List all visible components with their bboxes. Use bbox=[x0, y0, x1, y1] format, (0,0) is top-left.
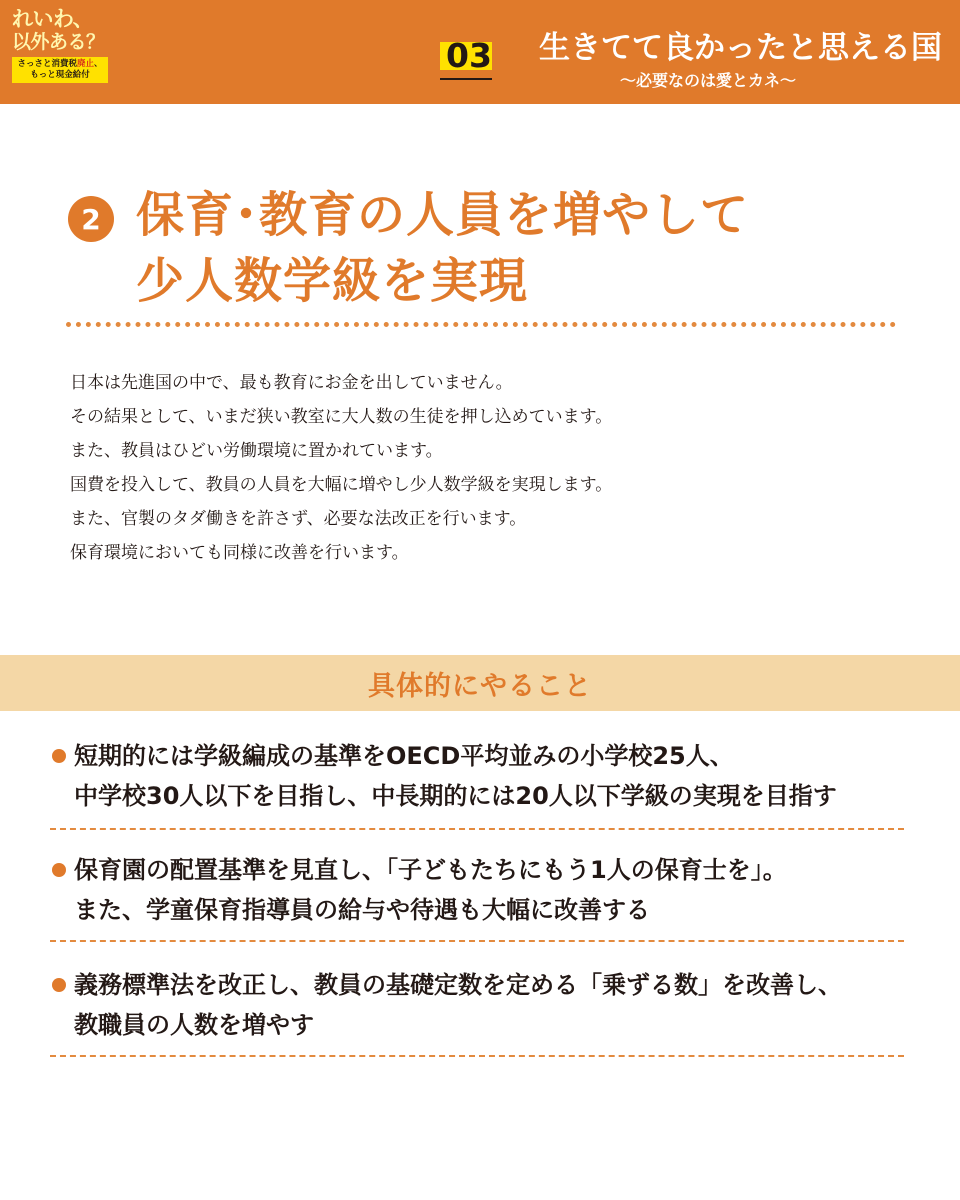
chapter-number: 03 bbox=[446, 36, 492, 75]
list-item-line-2: 教職員の人数を増やす bbox=[74, 1011, 314, 1039]
list-item-text bbox=[74, 736, 837, 816]
campaign-logo bbox=[12, 8, 112, 83]
list-item-line-1: 保育園の配置基準を見直し、「子どもたちにもう1人の保育士を」。 bbox=[74, 856, 787, 884]
action-items-band bbox=[0, 655, 960, 711]
intro-line: また、官製のタダ働きを許さず、必要な法改正を行います。 bbox=[70, 509, 527, 529]
list-item-text bbox=[74, 850, 787, 930]
dashed-divider bbox=[50, 828, 904, 830]
intro-line: 保育環境においても同様に改善を行います。 bbox=[70, 543, 409, 563]
logo-tagline-part: さっさと消費税 bbox=[17, 59, 77, 69]
bullet-dot-icon bbox=[52, 863, 66, 877]
logo-tagline-comma: 、 bbox=[94, 59, 103, 69]
section-title bbox=[136, 182, 749, 314]
list-item-text bbox=[74, 965, 842, 1045]
chapter-number-underline bbox=[440, 78, 492, 80]
dotted-divider bbox=[66, 322, 896, 327]
section-title-line-1: 保育･教育の人員を増やして bbox=[136, 187, 750, 243]
logo-tagline-line2: もっと現金給付 bbox=[30, 70, 90, 80]
section-number-badge: 2 bbox=[68, 196, 114, 242]
list-item-line-2: 中学校30人以下を目指し、中長期的には20人以下学級の実現を目指す bbox=[74, 782, 837, 810]
header-bar bbox=[0, 0, 960, 104]
bullet-dot-icon bbox=[52, 749, 66, 763]
list-item-line-2: また、学童保育指導員の給与や待遇も大幅に改善する bbox=[74, 896, 650, 924]
logo-line-1: れいわ、 bbox=[12, 7, 94, 31]
logo-line-2: 以外ある？ bbox=[12, 31, 105, 53]
intro-line: その結果として、いまだ狭い教室に大人数の生徒を押し込めています。 bbox=[70, 407, 613, 427]
dashed-divider bbox=[50, 940, 904, 942]
intro-line: また、教員はひどい労働環境に置かれています。 bbox=[70, 441, 443, 461]
list-item-line-1: 短期的には学級編成の基準をOECD平均並みの小学校25人、 bbox=[74, 742, 734, 770]
chapter-title: 生きてて良かったと思える国 bbox=[539, 30, 942, 66]
action-items-heading: 具体的にやること bbox=[368, 670, 592, 702]
dashed-divider bbox=[50, 1055, 904, 1057]
intro-line: 国費を投入して、教員の人員を大幅に増やし少人数学級を実現します。 bbox=[70, 475, 613, 495]
logo-tagline bbox=[12, 57, 108, 83]
intro-line: 日本は先進国の中で、最も教育にお金を出していません。 bbox=[70, 373, 513, 393]
chapter-subtitle: 〜必要なのは愛とカネ〜 bbox=[620, 71, 797, 90]
list-item-line-1: 義務標準法を改正し、教員の基礎定数を定める「乗ずる数」を改善し、 bbox=[74, 971, 842, 999]
logo-tagline-highlight: 廃止 bbox=[76, 59, 94, 69]
intro-paragraph bbox=[70, 366, 612, 570]
bullet-dot-icon bbox=[52, 978, 66, 992]
section-title-line-2: 少人数学級を実現 bbox=[136, 253, 529, 309]
